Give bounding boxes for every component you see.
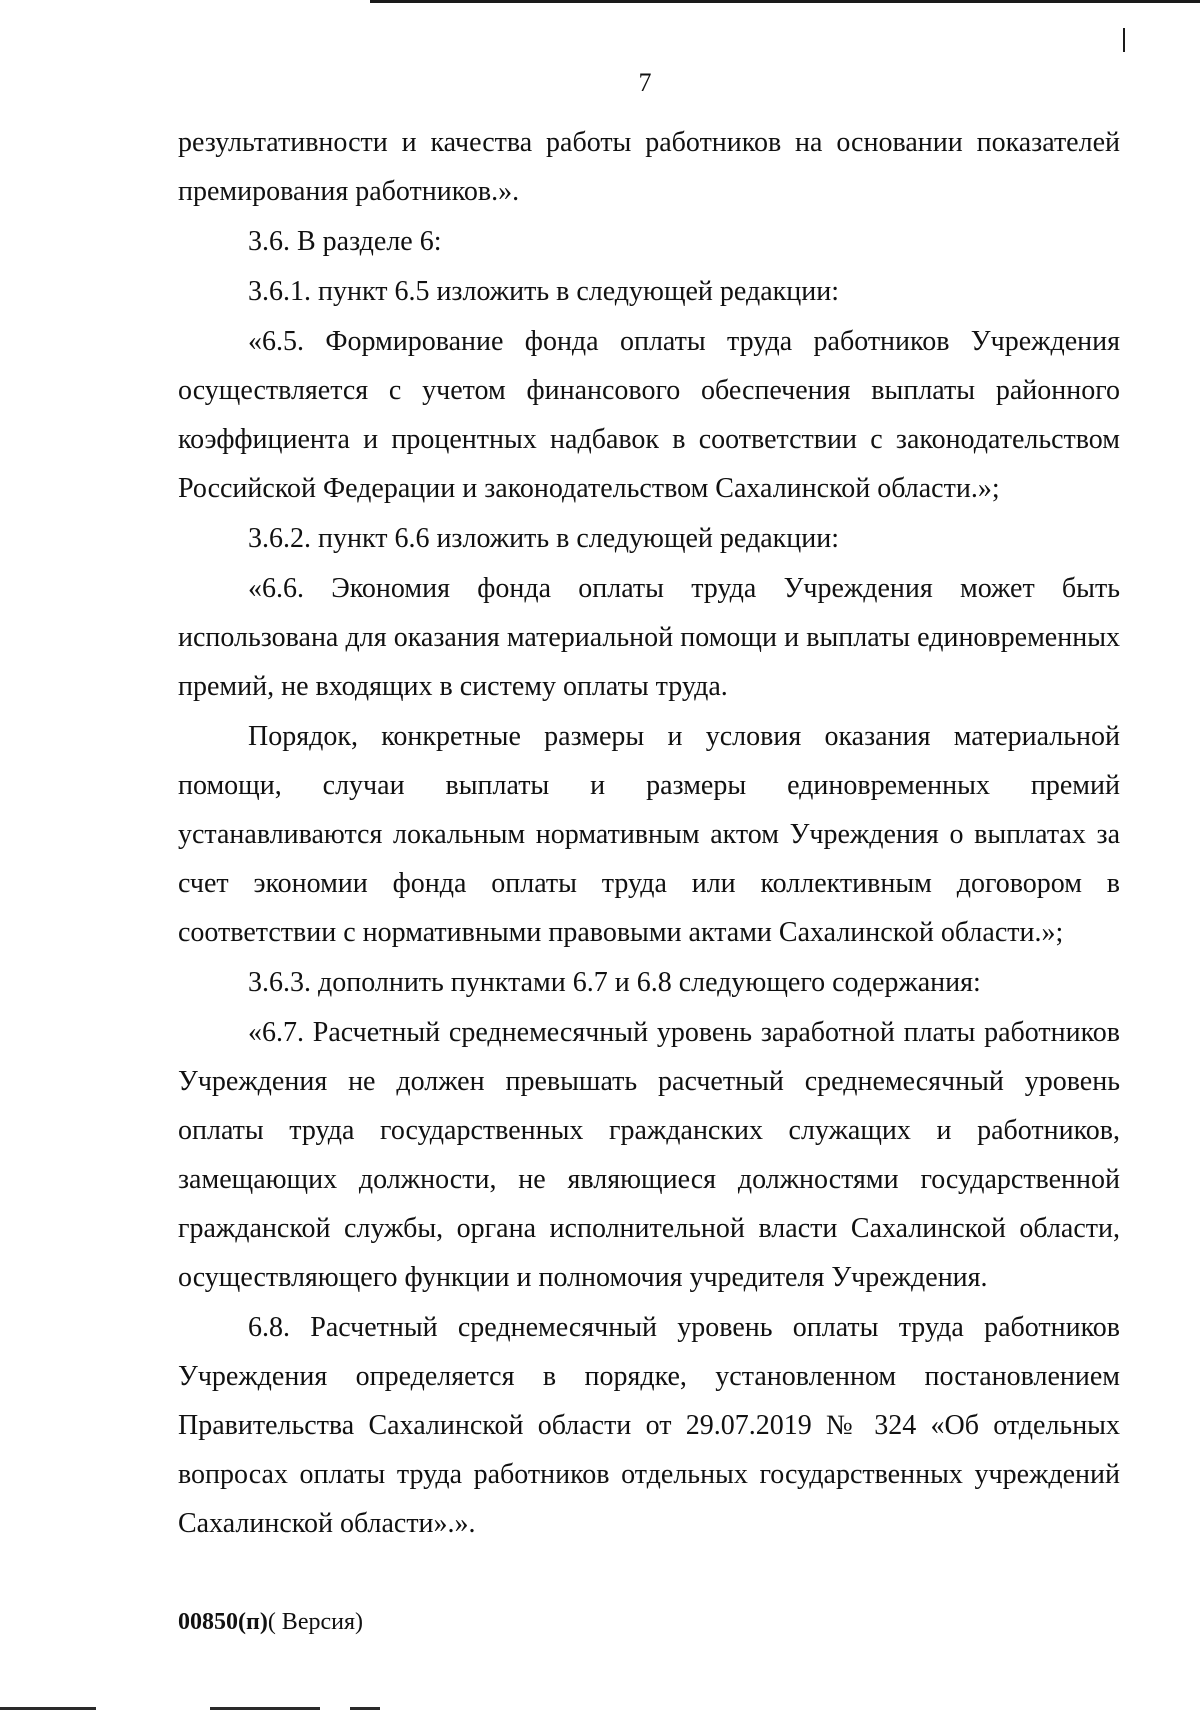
paragraph-6-7: «6.7. Расчетный среднемесячный уровень заработной платы работников Учреждения не должен превышать расчетный среднемесячный уровень оплаты труда государственных гражданских служащих и работников, замещающих должности, не являющиеся должностями государственной гражданской службы, органа исполнительной власти Сахалинской области, осуществляющего функции и полномочия учредителя Учреждения.	[178, 1017, 1120, 1293]
top-border-line	[370, 0, 1200, 3]
document-code: 00850(п)	[178, 1609, 268, 1635]
paragraph-3-6-2: 3.6.2. пункт 6.6 изложить в следующей редакции:	[248, 523, 839, 554]
corner-mark	[1123, 28, 1125, 52]
paragraph-3-6-1: 3.6.1. пункт 6.5 изложить в следующей редакции:	[248, 276, 839, 307]
paragraph-section-3-6: 3.6. В разделе 6:	[248, 226, 442, 257]
paragraph-6-5: «6.5. Формирование фонда оплаты труда работников Учреждения осуществляется с учетом финансового обеспечения выплаты районного коэффициента и процентных надбавок в соответствии с законодательством Российской Федерации и законодательством Сахалинской области.»;	[178, 326, 1120, 504]
paragraph-continuation: результативности и качества работы работников на основании показателей премирования работников.».	[178, 127, 1120, 207]
paragraph-procedure: Порядок, конкретные размеры и условия оказания материальной помощи, случаи выплаты и размеры единовременных премий устанавливаются локальным нормативным актом Учреждения о выплатах за счет экономии фонда оплаты труда или коллективным договором в соответствии с нормативными правовыми актами Сахалинской области.»;	[178, 721, 1120, 948]
paragraph-3-6-3: 3.6.3. дополнить пунктами 6.7 и 6.8 следующего содержания:	[248, 967, 981, 998]
page-number: 7	[638, 68, 652, 97]
document-version: ( Версия)	[267, 1609, 363, 1635]
paragraph-6-6: «6.6. Экономия фонда оплаты труда Учреждения может быть использована для оказания материальной помощи и выплаты единовременных премий, не входящих в систему оплаты труда.	[178, 573, 1120, 702]
bottom-scan-line	[350, 1707, 380, 1710]
document-body	[178, 118, 1120, 1548]
bottom-scan-line	[210, 1707, 320, 1710]
footer	[178, 1609, 363, 1636]
bottom-scan-line	[0, 1707, 96, 1710]
paragraph-6-8: 6.8. Расчетный среднемесячный уровень оплаты труда работников Учреждения определяется в порядке, установленном постановлением Правительства Сахалинской области от 29.07.2019 № 324 «Об отдельных вопросах оплаты труда работников отдельных государственных учреждений Сахалинской области».».	[178, 1312, 1120, 1539]
